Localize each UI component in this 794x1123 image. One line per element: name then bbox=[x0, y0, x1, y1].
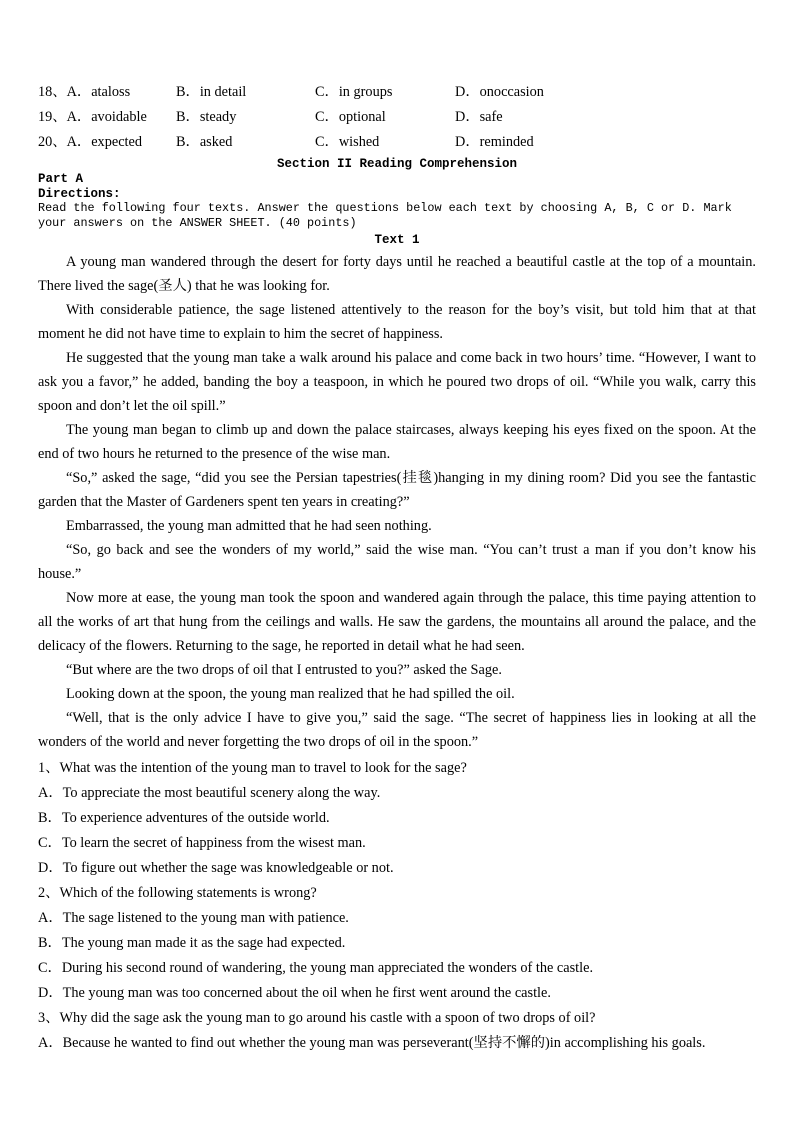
question-stem: 1、What was the intention of the young man to travel to look for the sage? bbox=[38, 760, 467, 776]
questions-block bbox=[38, 756, 756, 1056]
passage-paragraph: Embarrassed, the young man admitted that he had seen nothing. bbox=[66, 518, 432, 534]
directions-text: Read the following four texts. Answer the questions below each text by choosing A, B, C or D. Mark your answers on the ANSWER SHEET. (40 points) bbox=[38, 201, 732, 230]
passage-paragraph: With considerable patience, the sage listened attentively to the reason for the boy’s visit, but told him that at that moment he did not have time to explain to him the secret of happiness. bbox=[38, 302, 756, 342]
cloze-option-cell: B．in detail bbox=[176, 84, 247, 100]
passage-paragraph: “Well, that is the only advice I have to give you,” said the sage. “The secret of happiness lies in looking at all the wonders of the world and never forgetting the two drops of oil in the spoon.” bbox=[38, 710, 756, 750]
cloze-option-cell: 19、A．avoidable bbox=[38, 109, 147, 125]
cloze-options-block bbox=[38, 80, 756, 155]
cloze-option-cell: 20、A．expected bbox=[38, 134, 143, 150]
reading-passage bbox=[38, 250, 756, 754]
text1-heading: Text 1 bbox=[374, 233, 420, 247]
question-stem: 3、Why did the sage ask the young man to go around his castle with a spoon of two drops of oil? bbox=[38, 1010, 596, 1026]
directions-label: Directions: bbox=[38, 186, 121, 201]
cloze-option-cell: D．onoccasion bbox=[455, 84, 544, 100]
cloze-option-cell: D．reminded bbox=[455, 134, 534, 150]
question-option: D．The young man was too concerned about the oil when he first went around the castle. bbox=[38, 985, 551, 1001]
cloze-option-cell: C．optional bbox=[315, 109, 386, 125]
question-option: A．Because he wanted to find out whether the young man was perseverant(坚持不懈的)in accomplishing his goals. bbox=[38, 1035, 706, 1051]
question-option: A．To appreciate the most beautiful scenery along the way. bbox=[38, 785, 381, 801]
cloze-option-row bbox=[38, 105, 756, 130]
question-option: C．To learn the secret of happiness from the wisest man. bbox=[38, 835, 366, 851]
passage-paragraph: “So, go back and see the wonders of my world,” said the wise man. “You can’t trust a man if you don’t know his house.” bbox=[38, 542, 756, 582]
cloze-option-cell: D．safe bbox=[455, 109, 503, 125]
passage-paragraph: The young man began to climb up and down the palace staircases, always keeping his eyes fixed on the spoon. At the end of two hours he returned to the presence of the wise man. bbox=[38, 422, 756, 462]
passage-paragraph: He suggested that the young man take a walk around his palace and come back in two hours’ time. “However, I want to ask you a favor,” he added, banding the boy a teaspoon, in which he poured two drops of oil. “While you walk, carry this spoon and don’t let the oil spill.” bbox=[38, 350, 756, 414]
passage-paragraph: Looking down at the spoon, the young man realized that he had spilled the oil. bbox=[66, 686, 515, 702]
question-option: B．To experience adventures of the outside world. bbox=[38, 810, 330, 826]
cloze-option-row bbox=[38, 80, 756, 105]
passage-paragraph: A young man wandered through the desert for forty days until he reached a beautiful castle at the top of a mountain. There lived the sage(圣人) that he was looking for. bbox=[38, 254, 756, 294]
cloze-option-cell: C．in groups bbox=[315, 84, 393, 100]
question-option: D．To figure out whether the sage was knowledgeable or not. bbox=[38, 860, 394, 876]
question-option: B．The young man made it as the sage had expected. bbox=[38, 935, 346, 951]
question-option: C．During his second round of wandering, the young man appreciated the wonders of the castle. bbox=[38, 960, 594, 976]
part-label: Part A bbox=[38, 172, 84, 186]
passage-paragraph: “But where are the two drops of oil that I entrusted to you?” asked the Sage. bbox=[66, 662, 502, 678]
cloze-option-cell: B．steady bbox=[176, 109, 237, 125]
section-heading: Section II Reading Comprehension bbox=[276, 157, 518, 171]
passage-paragraph: “So,” asked the sage, “did you see the Persian tapestries(挂毯)hanging in my dining room? Did you see the fantastic garden that the Master of Gardeners spent ten years in creating?” bbox=[38, 470, 756, 510]
cloze-option-cell: C．wished bbox=[315, 134, 380, 150]
passage-paragraph: Now more at ease, the young man took the spoon and wandered again through the palace, this time paying attention to all the works of art that hung from the ceilings and walls. He saw the gardens, the mountains all around the palace, and the delicacy of the flowers. Returning to the sage, he reported in detail what he had seen. bbox=[38, 590, 756, 654]
question-stem: 2、Which of the following statements is wrong? bbox=[38, 885, 317, 901]
cloze-option-cell: B．asked bbox=[176, 134, 233, 150]
cloze-option-cell: 18、A．ataloss bbox=[38, 84, 131, 100]
question-option: A．The sage listened to the young man with patience. bbox=[38, 910, 349, 926]
cloze-option-row bbox=[38, 130, 756, 155]
